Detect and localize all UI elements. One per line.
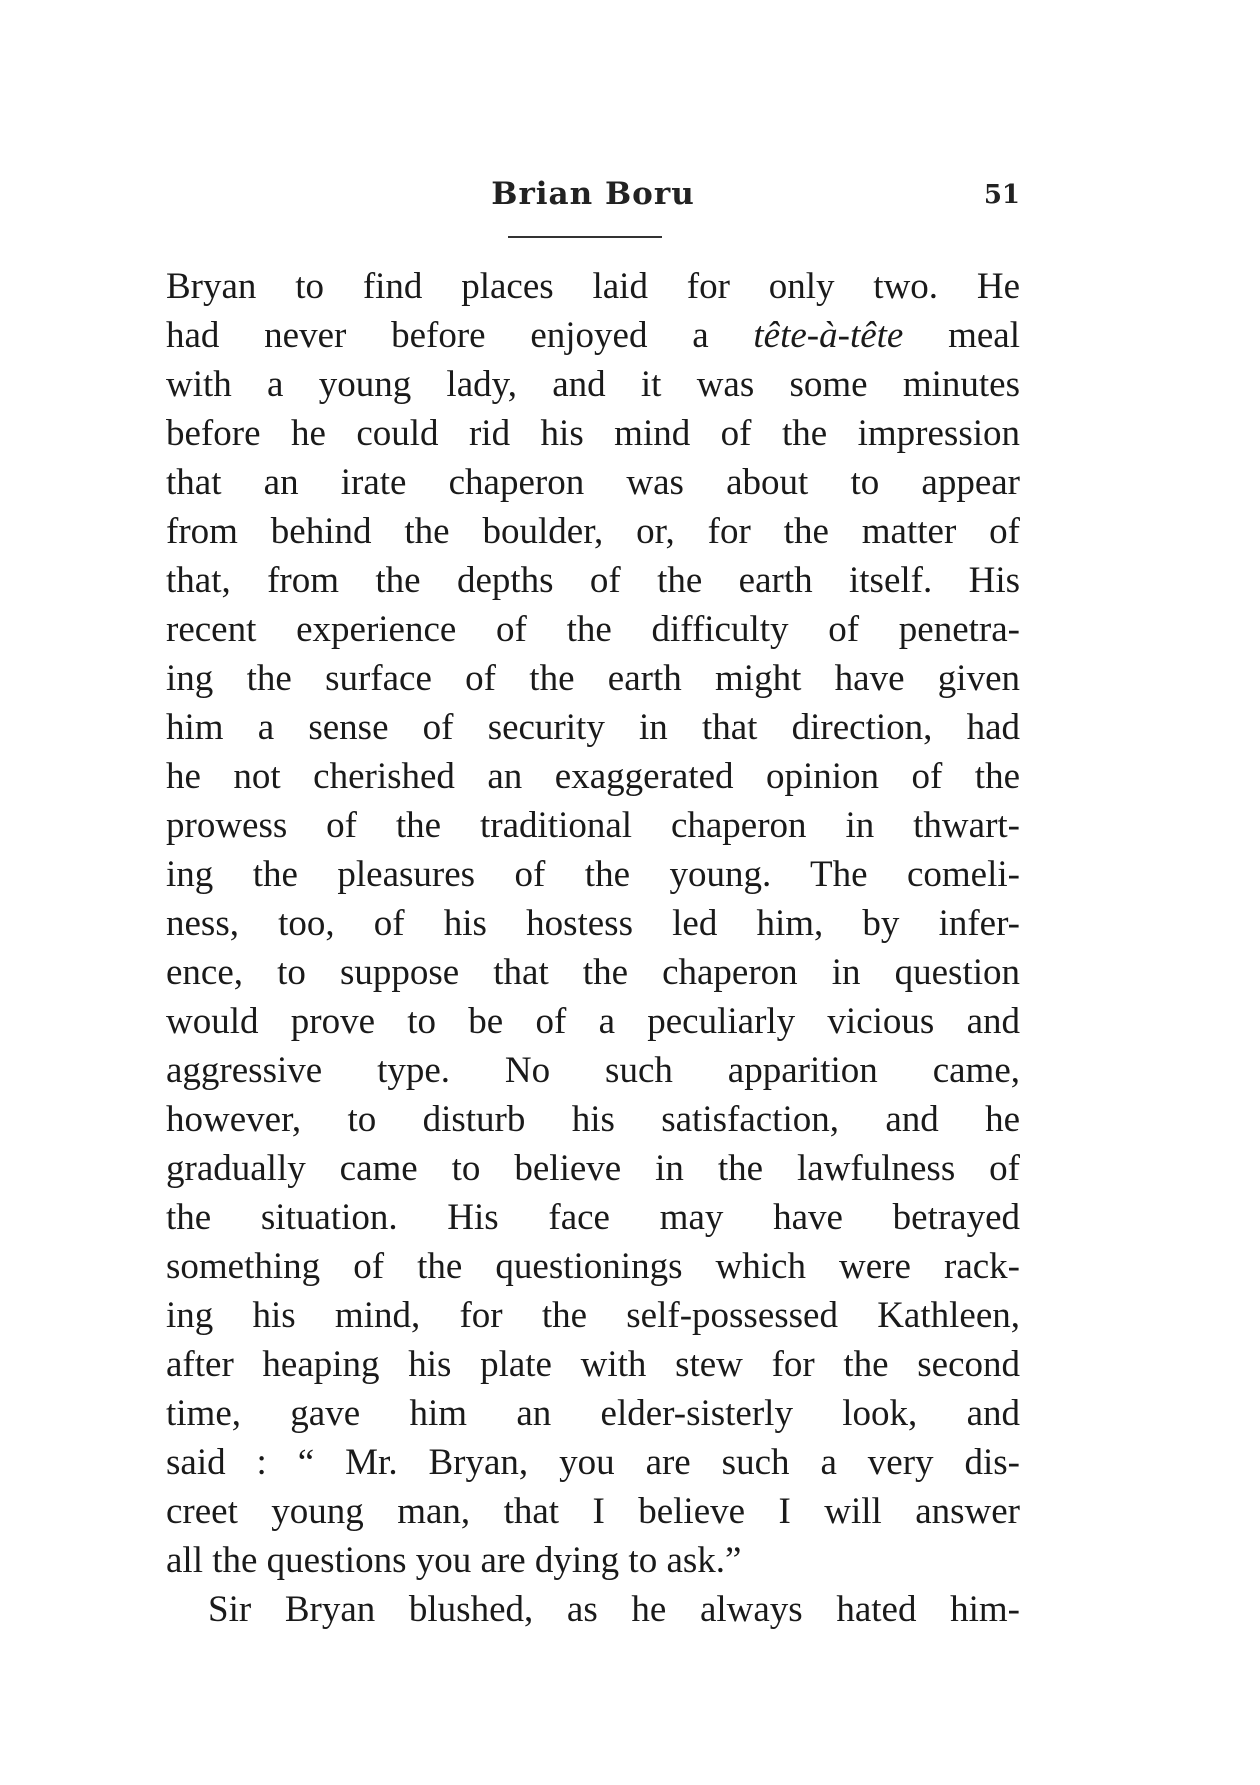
text-line: from behind the boulder, or, for the matter of xyxy=(166,511,1020,552)
text-line: the situation. His face may have betrayed xyxy=(166,1197,1020,1238)
text-line: all the questions you are dying to ask.” xyxy=(166,1540,742,1581)
running-title: Brian Boru xyxy=(491,176,695,212)
text-line: before he could rid his mind of the impression xyxy=(166,413,1020,454)
text-line: creet young man, that I believe I will answer xyxy=(166,1491,1020,1532)
text-line: ness, too, of his hostess led him, by infer- xyxy=(166,903,1020,944)
running-head xyxy=(166,176,1020,226)
page-number: 51 xyxy=(983,180,1020,210)
text-line: time, gave him an elder-sisterly look, and xyxy=(166,1393,1020,1434)
text-line xyxy=(166,311,1020,360)
text-line: Sir Bryan blushed, as he always hated him- xyxy=(208,1589,1020,1630)
text-line: ing the pleasures of the young. The comeli- xyxy=(166,854,1020,895)
body-text xyxy=(166,262,1020,1634)
text-line: would prove to be of a peculiarly vicious and xyxy=(166,1001,1020,1042)
text-line: after heaping his plate with stew for the second xyxy=(166,1344,1020,1385)
text-line: gradually came to believe in the lawfulness of xyxy=(166,1148,1020,1189)
text-line: ing the surface of the earth might have given xyxy=(166,658,1020,699)
text-line: something of the questionings which were rack- xyxy=(166,1246,1020,1287)
italic-phrase: tête-à-tête xyxy=(753,315,904,356)
text-line: him a sense of security in that direction, had xyxy=(166,707,1020,748)
text-line: ence, to suppose that the chaperon in question xyxy=(166,952,1020,993)
header-rule xyxy=(508,236,662,238)
text-line: aggressive type. No such apparition came, xyxy=(166,1050,1020,1091)
text-line: said : “ Mr. Bryan, you are such a very dis- xyxy=(166,1442,1020,1483)
text-line: that, from the depths of the earth itself. His xyxy=(166,560,1020,601)
text-segment: had never before enjoyed a xyxy=(166,315,754,356)
text-line: recent experience of the difficulty of penetra- xyxy=(166,609,1020,650)
text-line: that an irate chaperon was about to appear xyxy=(166,462,1020,503)
text-line: with a young lady, and it was some minutes xyxy=(166,364,1020,405)
text-line: prowess of the traditional chaperon in thwart- xyxy=(166,805,1020,846)
text-line: however, to disturb his satisfaction, and he xyxy=(166,1099,1020,1140)
text-segment: meal xyxy=(903,315,1020,356)
text-line: he not cherished an exaggerated opinion of the xyxy=(166,756,1020,797)
text-line: Bryan to find places laid for only two. He xyxy=(166,266,1020,307)
text-line: ing his mind, for the self-possessed Kathleen, xyxy=(166,1295,1020,1336)
